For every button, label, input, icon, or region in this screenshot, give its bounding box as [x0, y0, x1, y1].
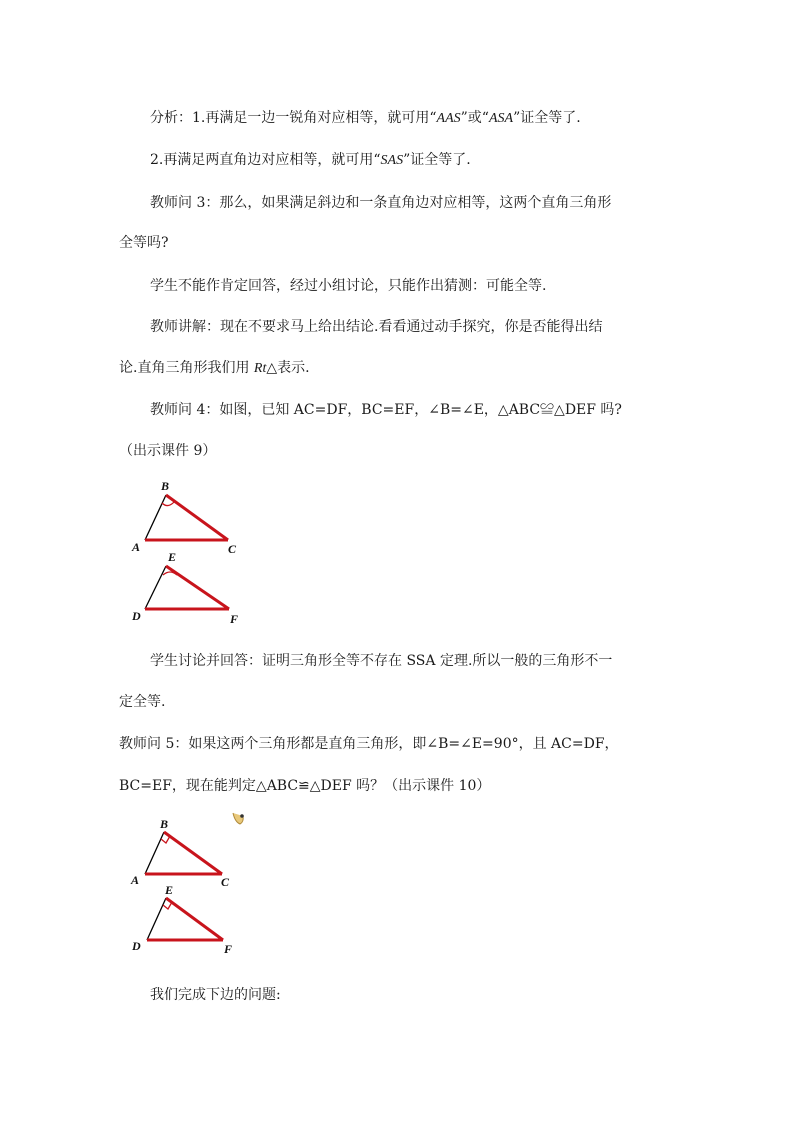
- text-run: 分析：1.再满足一边一锐角对应相等，就可用“: [150, 110, 437, 126]
- corner-glyph-icon: [233, 813, 244, 824]
- closing-prompt: 我们完成下边的问题:: [150, 987, 281, 1003]
- label-f: F: [230, 612, 239, 626]
- teacher-question-3-line-2: 全等吗?: [119, 235, 169, 251]
- side-bc: [164, 832, 222, 874]
- label-f: F: [224, 942, 233, 956]
- side-de: [147, 898, 166, 940]
- label-b: B: [161, 479, 170, 493]
- teacher-question-4-line-2: （出示课件 9）: [119, 443, 217, 459]
- italic-term: AAS: [436, 111, 461, 126]
- label-e: E: [165, 883, 174, 897]
- label-a: A: [131, 873, 140, 887]
- italic-term: Rt: [253, 361, 267, 376]
- italic-term: SAS: [380, 153, 404, 168]
- text-run: ”证全等了.: [403, 152, 471, 168]
- text-run: △表示.: [266, 360, 310, 376]
- side-ef: [166, 898, 223, 940]
- label-d: D: [132, 939, 141, 953]
- student-response: 学生不能作肯定回答，经过小组讨论，只能作出猜测：可能全等.: [150, 278, 547, 294]
- label-b: B: [160, 817, 169, 831]
- student-discussion-line-2: 定全等.: [119, 694, 166, 710]
- teacher-question-3-line-1: 教师问 3：那么，如果满足斜边和一条直角边对应相等，这两个直角三角形: [150, 195, 612, 211]
- right-triangle-abc: [145, 832, 222, 874]
- label-d: D: [132, 609, 141, 623]
- teacher-question-5-line-1: 教师问 5：如果这两个三角形都是直角三角形，即∠B=∠E=90°，且 AC=DF，: [119, 736, 619, 752]
- label-c: C: [228, 542, 237, 556]
- label-c: C: [221, 875, 230, 889]
- text-run: ”或“: [460, 110, 489, 126]
- teacher-question-5-line-2: BC=EF，现在能判定△ABC≌△DEF 吗？（出示课件 10）: [119, 778, 491, 794]
- teacher-question-4-line-1: 教师问 4：如图，已知 AC=DF，BC=EF，∠B=∠E，△ABC≌△DEF 吗?: [150, 402, 622, 418]
- text-run: ”证全等了.: [513, 110, 581, 126]
- text-run: 论.直角三角形我们用: [119, 360, 254, 376]
- right-triangle-def: [147, 898, 223, 940]
- label-e: E: [168, 550, 177, 564]
- student-discussion-line-1: 学生讨论并回答：证明三角形全等不存在 SSA 定理.所以一般的三角形不一: [150, 653, 613, 669]
- teacher-explain-line-1: 教师讲解：现在不要求马上给出结论.看看通过动手探究，你是否能得出结: [150, 319, 603, 335]
- text-run: 2.再满足两直角边对应相等，就可用“: [150, 152, 381, 168]
- italic-term: ASA: [488, 111, 514, 126]
- side-ab: [145, 832, 164, 874]
- label-a: A: [132, 540, 141, 554]
